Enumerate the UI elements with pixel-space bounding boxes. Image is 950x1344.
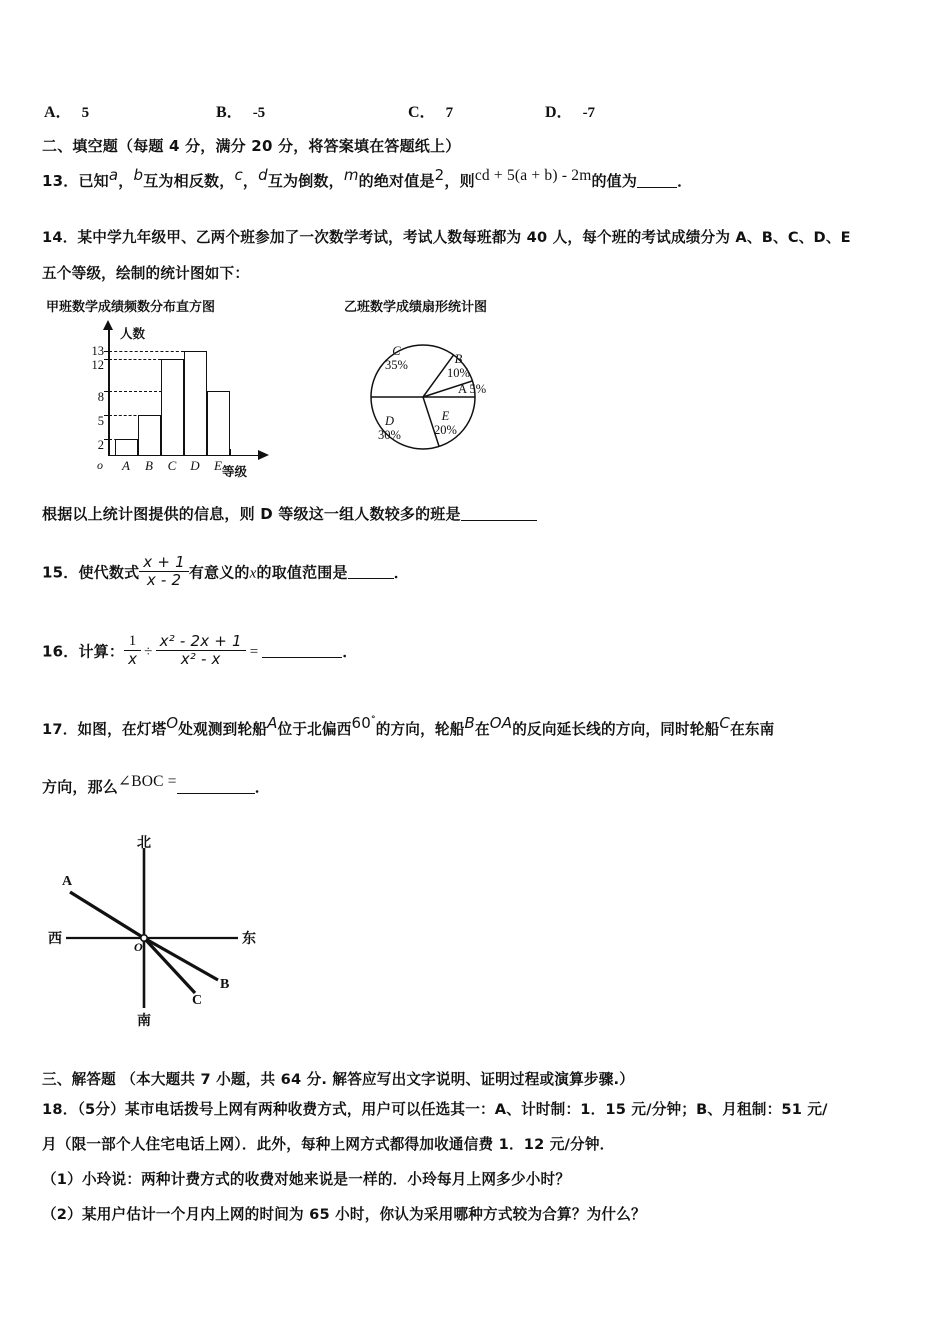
- q17-segment-oa: OA: [489, 714, 513, 732]
- bar-chart-bar-b: [138, 415, 161, 456]
- compass-label-north: 北: [137, 835, 151, 851]
- q15-tail: ．: [393, 563, 409, 582]
- pie-slice-label-c: [385, 344, 408, 373]
- bar-chart-ytick-12: 12: [91, 358, 104, 372]
- choice-value-d: ‑7: [582, 105, 596, 121]
- question-15: [42, 555, 409, 591]
- q17-answer-blank[interactable]: [177, 778, 255, 794]
- q16-fraction-2-numerator: x² ‑ 2x + 1: [159, 632, 242, 650]
- choice-option-a[interactable]: [44, 99, 89, 122]
- q17-text-2: 处观测到轮船: [178, 721, 268, 738]
- choice-option-c[interactable]: [408, 99, 453, 122]
- bar-chart-bar-e: [207, 391, 230, 456]
- question-17-line-2: [42, 773, 270, 797]
- q16-fraction-2: [156, 633, 246, 669]
- q17-text-7: 在东南: [730, 721, 775, 738]
- q16-fraction-2-denominator: x² ‑ x: [156, 650, 246, 668]
- q13-text-6: 的值为: [591, 172, 638, 190]
- pie-percent-e: 20%: [434, 423, 457, 438]
- q16-fraction-1-numerator: 1: [128, 633, 137, 649]
- choice-label-c: C．: [408, 104, 436, 121]
- bar-chart-xlabel-b: B: [145, 458, 153, 473]
- q16-answer-blank[interactable]: [262, 642, 342, 658]
- question-16: [42, 634, 358, 670]
- bar-chart-xtickmark-2: [161, 449, 162, 455]
- bar-chart-x-axis-label: 等级: [222, 464, 248, 479]
- bar-chart-gridline-13: [109, 351, 184, 352]
- bar-chart-ytick-13: 13: [91, 344, 104, 358]
- bar-chart-xlabel-e: E: [214, 458, 222, 473]
- q13-answer-blank[interactable]: [637, 172, 677, 188]
- bar-chart-y-axis-label: 人数: [120, 326, 146, 341]
- bar-chart-xtickmark-5: [230, 449, 231, 455]
- q15-fraction: [139, 554, 189, 590]
- q17-text-1: 如图，在灯塔: [77, 721, 167, 738]
- q17-text-6: 的反向延长线的方向，同时轮船: [512, 721, 720, 738]
- question-18-line-1: [42, 1098, 828, 1119]
- q16-fraction-1-denominator: x: [124, 650, 141, 668]
- compass-label-east: 东: [242, 931, 256, 947]
- compass-ray-ob: [144, 938, 218, 980]
- q17-number: 17．: [42, 721, 78, 738]
- q13-number: 13．: [42, 172, 79, 190]
- q13-var-c: c: [234, 166, 243, 184]
- bar-chart-figure: [40, 296, 320, 479]
- bar-chart-x-axis-arrow: [258, 450, 269, 460]
- question-17-line-1: [42, 714, 775, 739]
- q17-text-5: 在: [474, 721, 490, 738]
- q15-var-x: x: [249, 565, 257, 582]
- bar-chart-xtickmark-3: [184, 449, 185, 455]
- bar-chart-xtickmark-4: [207, 449, 208, 455]
- q17-line2-text: 方向，那么: [42, 778, 119, 796]
- q17-point-a: A: [267, 714, 278, 732]
- bar-chart-ytick-8: 8: [97, 390, 104, 404]
- q14-text-line-1: 某中学九年级甲、乙两个班参加了一次数学考试，考试人数每班都为 40 人，每个班的考试成绩分为 A、B、C、D、E: [77, 229, 851, 246]
- choice-value-b: ‑5: [252, 105, 266, 121]
- q15-answer-blank[interactable]: [348, 563, 394, 579]
- q16-text-1: 计算：: [78, 642, 125, 661]
- choice-label-b: B．: [216, 104, 243, 121]
- section-two-heading: 二、填空题（每题 4 分，满分 20 分，将答案填在答题纸上）: [42, 137, 461, 155]
- bar-chart-gridline-12: [109, 359, 161, 360]
- pie-slice-label-d: [378, 414, 401, 443]
- pie-percent-c: 35%: [385, 358, 408, 373]
- q13-text-2: 互为相反数，: [143, 172, 235, 190]
- q18-number: 18．: [42, 1101, 78, 1118]
- q17-angle-boc: ∠BOC =: [118, 773, 177, 790]
- q17-text-4: 的方向，轮船: [375, 721, 465, 738]
- q18-points: （5分）: [77, 1101, 125, 1118]
- q18-text-line-1: 某市电话拨号上网有两种收费方式，用户可以任选其一：A、计时制：1．15 元/分钟；B、月租制：51 元/: [124, 1101, 828, 1118]
- q14-number: 14．: [42, 229, 78, 246]
- pie-slice-label-a: A 5%: [458, 382, 487, 396]
- compass-label-b: B: [220, 977, 230, 992]
- choice-value-a: 5: [81, 105, 90, 121]
- bar-chart-ytick-5: 5: [97, 414, 104, 428]
- q13-comma-1: ，: [118, 172, 134, 190]
- question-18-line-2: 月（限一部个人住宅电话上网）．此外，每种上网方式都得加收通信费 1．12 元/分钟．: [42, 1136, 615, 1153]
- bar-chart-ytick-2: 2: [97, 438, 104, 452]
- q13-expression: cd + 5(a + b) ‑ 2m: [474, 167, 592, 184]
- bar-chart-title: 甲班数学成绩频数分布直方图: [46, 300, 216, 315]
- q13-text-5: ，则: [444, 172, 475, 190]
- q16-division-operator: ÷: [144, 644, 153, 661]
- pie-percent-b: 10%: [447, 366, 470, 381]
- compass-label-a: A: [62, 874, 73, 889]
- compass-label-south: 南: [137, 1013, 151, 1029]
- q13-var-b: b: [133, 166, 144, 184]
- q13-num-2: 2: [434, 166, 445, 184]
- choice-option-d[interactable]: [545, 99, 595, 122]
- bar-chart-bar-d: [184, 351, 207, 456]
- bar-chart-bar-a: [115, 439, 138, 456]
- q15-text-1: 使代数式: [78, 563, 140, 582]
- bar-chart-xlabel-d: D: [190, 458, 200, 473]
- compass-label-origin: O: [134, 940, 143, 954]
- question-13: [42, 166, 693, 191]
- pie-slice-label-b: [447, 352, 470, 381]
- q15-text-2: 有意义的: [188, 563, 250, 582]
- q14-conclusion-text: 根据以上统计图提供的信息，则 D 等级这一组人数较多的班是: [42, 505, 461, 523]
- q17-angle-60: 60: [351, 714, 372, 732]
- bar-chart-y-axis-arrow: [103, 320, 113, 330]
- q13-var-d: d: [258, 166, 268, 184]
- choice-option-b[interactable]: [216, 99, 265, 122]
- bar-chart-bar-c: [161, 359, 184, 456]
- q13-tail: ．: [677, 172, 693, 190]
- q15-number: 15．: [42, 563, 79, 582]
- pie-chart-title: 乙班数学成绩扇形统计图: [344, 300, 488, 315]
- question-18-sub-2: （2）某用户估计一个月内上网的时间为 65 小时，你认为采用哪种方式较为合算？为什么？: [42, 1206, 646, 1223]
- compass-figure: [40, 830, 290, 1050]
- q13-text-1: 已知: [78, 172, 109, 190]
- q15-fraction-denominator: x ‑ 2: [139, 571, 189, 589]
- q13-var-m: m: [343, 166, 359, 184]
- bar-chart-xlabel-a: A: [122, 458, 130, 473]
- q16-number: 16．: [42, 642, 79, 661]
- choice-value-c: 7: [445, 105, 454, 121]
- bar-chart-y-axis: [108, 328, 110, 456]
- pie-letter-c: C: [392, 344, 401, 358]
- section-three-heading: 三、解答题 （本大题共 7 小题，共 64 分. 解答应写出文字说明、证明过程或演算步骤.）: [42, 1071, 635, 1088]
- choice-label-a: A．: [44, 104, 72, 121]
- q17-point-b: B: [464, 714, 475, 732]
- q13-comma-2: ，: [242, 172, 259, 190]
- q15-fraction-numerator: x + 1: [143, 553, 185, 571]
- q17-text-3: 位于北偏西: [277, 721, 352, 738]
- pie-percent-d: 30%: [378, 428, 401, 443]
- q16-tail: ．: [342, 642, 358, 661]
- compass-label-west: 西: [48, 931, 62, 947]
- choice-label-d: D．: [545, 104, 573, 121]
- q13-text-3: 互为倒数，: [267, 172, 344, 190]
- pie-letter-e: E: [441, 409, 450, 423]
- pie-chart-svg: [330, 296, 560, 476]
- bar-chart-origin-label: o: [97, 458, 103, 472]
- question-14-line-2: 五个等级，绘制的统计图如下：: [42, 265, 250, 282]
- q16-equals-sign: =: [249, 644, 259, 661]
- q15-text-3: 的取值范围是: [256, 563, 348, 582]
- q17-point-o: O: [166, 714, 179, 732]
- bar-chart-xtickmark-1: [138, 449, 139, 455]
- question-18-sub-1: （1）小玲说：两种计费方式的收费对她来说是一样的．小玲每月上网多少小时？: [42, 1171, 571, 1188]
- pie-letter-d: D: [384, 414, 394, 428]
- bar-chart-xlabel-c: C: [167, 458, 177, 473]
- pie-chart-figure: [330, 296, 560, 476]
- pie-letter-b: B: [454, 352, 463, 366]
- question-14-line-1: [42, 226, 851, 247]
- q17-degree-symbol: °: [371, 715, 376, 726]
- compass-label-c: C: [192, 993, 203, 1008]
- q17-tail: ．: [254, 778, 270, 796]
- q16-fraction-1: [124, 633, 141, 669]
- compass-ray-oc: [144, 938, 195, 993]
- compass-ray-oa: [70, 892, 144, 938]
- pie-slice-label-e: [434, 409, 457, 438]
- q17-point-c: C: [719, 714, 731, 732]
- question-14-conclusion: [42, 503, 537, 524]
- bar-chart-xtickmark-0: [115, 449, 116, 455]
- q13-var-a: a: [108, 166, 119, 184]
- q13-text-4: 的绝对值是: [358, 172, 435, 190]
- q14-answer-blank[interactable]: [461, 505, 537, 521]
